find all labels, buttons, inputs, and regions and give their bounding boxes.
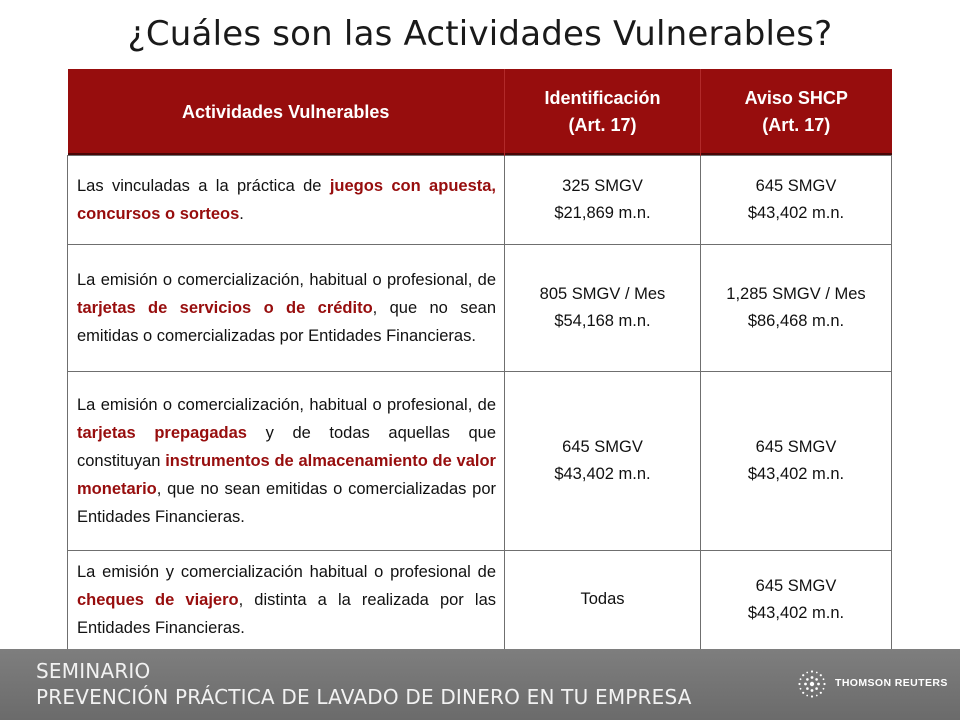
activity-description (68, 245, 505, 372)
description-text: La emisión o comercialización, habitual o profesional, de (77, 396, 496, 414)
description-text: , distinta a la realizada por las Entidades Financieras. (77, 591, 496, 637)
header-aviso-label: Aviso SHCP (744, 88, 848, 108)
activities-table (67, 69, 892, 650)
activity-description (68, 372, 505, 551)
identificacion-value (505, 245, 701, 372)
activity-description (68, 551, 505, 650)
identificacion-value (505, 156, 701, 245)
description-text: , que no sean emitidas o comercializadas por Entidades Financieras. (77, 480, 496, 526)
description-highlight: juegos con apuesta, concursos o sorteos (77, 177, 497, 223)
identificacion-value (505, 372, 701, 551)
table-header-row (68, 69, 892, 156)
aviso-value (701, 551, 892, 650)
description-text: y de todas aquellas que constituyan (77, 424, 497, 470)
threshold-amount: $43,402 m.n. (747, 465, 845, 483)
footer-seminar-label: SEMINARIO (36, 659, 151, 683)
identificacion-value (505, 551, 701, 650)
header-identificacion (505, 69, 701, 156)
threshold-smgv: 645 SMGV (755, 576, 837, 595)
table-row (68, 551, 892, 650)
description-text: Las vinculadas a la práctica de (77, 177, 330, 195)
table-row (68, 156, 892, 245)
header-identificacion-label: Identificación (544, 88, 661, 108)
threshold-amount: $21,869 m.n. (554, 204, 651, 222)
threshold-amount: $86,468 m.n. (747, 312, 845, 330)
description-highlight: instrumentos de almacenamiento de valor monetario (77, 452, 496, 498)
aviso-value (701, 372, 892, 551)
description-text: La emisión o comercialización, habitual o profesional, de (77, 271, 496, 289)
threshold-smgv: 645 SMGV (562, 437, 643, 456)
description-highlight: cheques de viajero (77, 591, 239, 609)
threshold-amount: $43,402 m.n. (747, 204, 845, 222)
threshold-amount: $54,168 m.n. (554, 312, 651, 330)
threshold-smgv: 645 SMGV (755, 176, 837, 195)
threshold-amount: $43,402 m.n. (747, 604, 845, 622)
threshold-amount: $43,402 m.n. (554, 465, 651, 483)
header-actividades (68, 69, 505, 156)
footer-seminar-title: PREVENCIÓN PRÁCTICA DE LAVADO DE DINERO EN TU EMPRESA (36, 685, 692, 709)
description-highlight: tarjetas prepagadas (77, 424, 247, 442)
activity-description (68, 156, 505, 245)
header-aviso-article: (Art. 17) (762, 115, 831, 135)
description-text: . (239, 205, 244, 223)
threshold-smgv: 1,285 SMGV / Mes (726, 284, 866, 303)
description-text: , que no sean emitidas o comercializadas por Entidades Financieras. (77, 299, 497, 345)
table-row (68, 372, 892, 551)
aviso-value (701, 245, 892, 372)
threshold-smgv: 805 SMGV / Mes (539, 284, 666, 303)
description-text: La emisión y comercialización habitual o profesional de (77, 563, 496, 581)
aviso-value (701, 156, 892, 245)
brand-name: THOMSON REUTERS (835, 677, 948, 689)
description-highlight: tarjetas de servicios o de crédito (77, 299, 373, 317)
table-row (68, 245, 892, 372)
threshold-all: Todas (580, 590, 625, 609)
thomson-reuters-logo-icon (796, 668, 828, 700)
threshold-smgv: 645 SMGV (755, 437, 837, 456)
threshold-smgv: 325 SMGV (562, 176, 643, 195)
header-actividades-label: Actividades Vulnerables (182, 101, 390, 122)
slide-title: ¿Cuáles son las Actividades Vulnerables? (127, 14, 833, 54)
header-identificacion-article: (Art. 17) (568, 115, 637, 135)
header-aviso (701, 69, 892, 156)
